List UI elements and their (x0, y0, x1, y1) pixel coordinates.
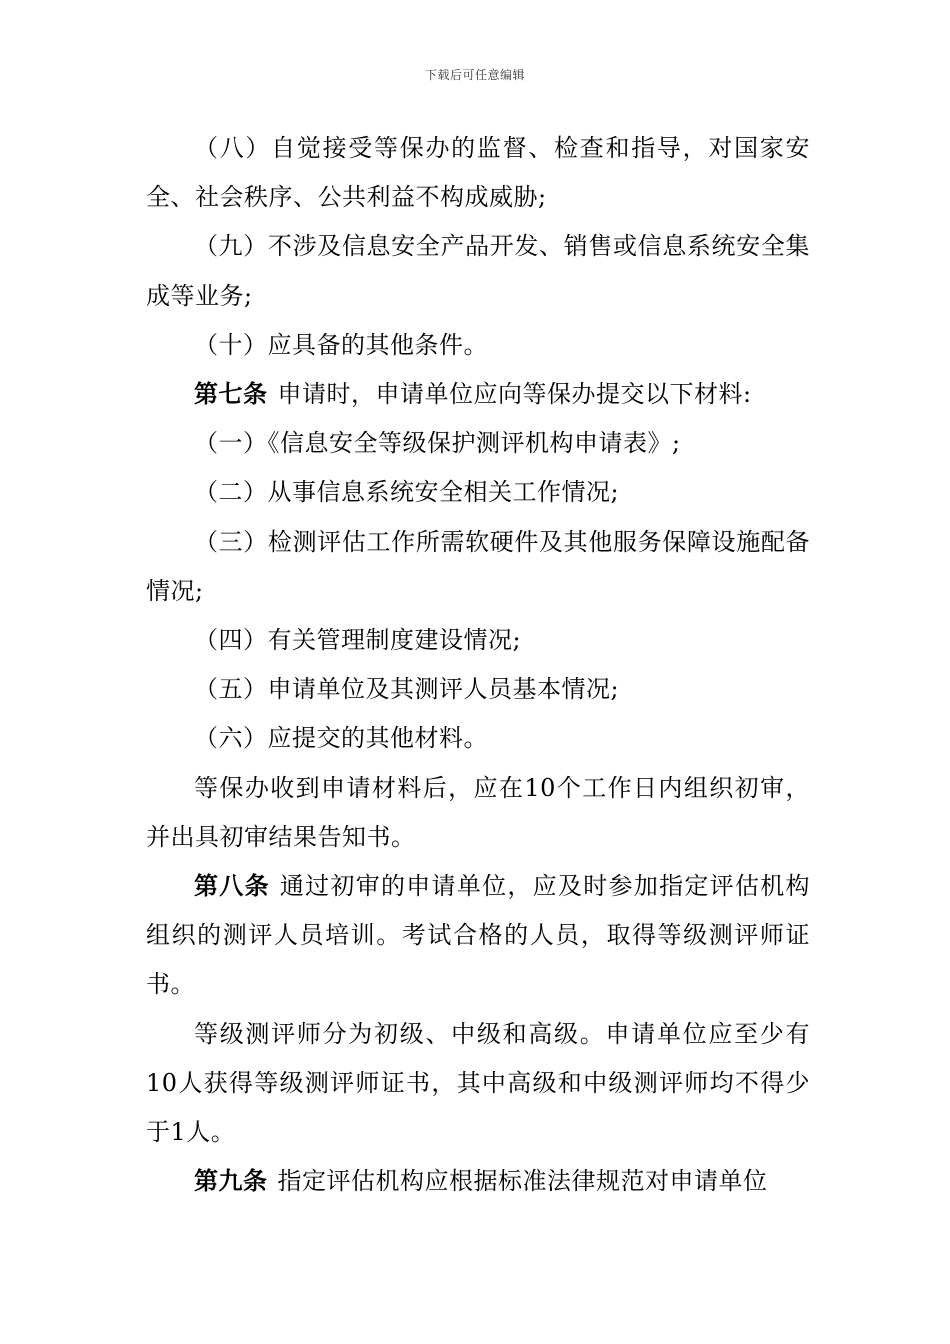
paragraph-text: （九）不涉及信息安全产品开发、销售或信息系统安全集成等业务; (146, 232, 810, 310)
paragraph-text: （八）自觉接受等保办的监督、检查和指导，对国家安全、社会秩序、公共利益不构成威胁; (146, 134, 810, 212)
article-7-paragraph (146, 370, 810, 419)
paragraph (146, 222, 810, 320)
paragraph (146, 518, 810, 616)
paragraph (146, 714, 810, 763)
document-body (146, 124, 810, 1206)
paragraph-text: （三）检测评估工作所需软硬件及其他服务保障设施配备情况; (146, 527, 810, 605)
paragraph (146, 764, 810, 862)
paragraph (146, 1010, 810, 1158)
paragraph-text: （六）应提交的其他材料。 (194, 724, 488, 753)
paragraph-text: （一）《信息安全等级保护测评机构申请表》; (194, 429, 681, 458)
paragraph-text: （五）申请单位及其测评人员基本情况; (194, 675, 620, 704)
paragraph-text: （二）从事信息系统安全相关工作情况; (194, 478, 620, 507)
paragraph (146, 468, 810, 517)
paragraph-text: （十）应具备的其他条件。 (194, 330, 488, 359)
paragraph-text: 指定评估机构应根据标准法律规范对申请单位 (277, 1167, 768, 1196)
article-9-paragraph (146, 1157, 810, 1206)
article-heading: 第八条 (194, 872, 270, 901)
paragraph-text: 通过初审的申请单位，应及时参加指定评估机构组织的测评人员培训。考试合格的人员，取得等级测评师证书。 (146, 872, 811, 999)
paragraph (146, 616, 810, 665)
paragraph-text: （四）有关管理制度建设情况; (194, 626, 522, 655)
paragraph (146, 419, 810, 468)
article-heading: 第九条 (194, 1167, 268, 1196)
paragraph-text: 申请时，申请单位应向等保办提交以下材料: (277, 380, 752, 409)
page-header: 下载后可任意编辑 (424, 68, 525, 82)
paragraph (146, 665, 810, 714)
paragraph (146, 124, 810, 222)
paragraph-text: 等级测评师分为初级、中级和高级。申请单位应至少有10人获得等级测评师证书，其中高级和中级测评师均不得少于1人。 (146, 1019, 810, 1147)
paragraph (146, 321, 810, 370)
paragraph-text: 等保办收到申请材料后，应在10个工作日内组织初审，并出具初审结果告知书。 (146, 773, 810, 851)
article-heading: 第七条 (194, 380, 268, 409)
article-8-paragraph (146, 862, 810, 1010)
